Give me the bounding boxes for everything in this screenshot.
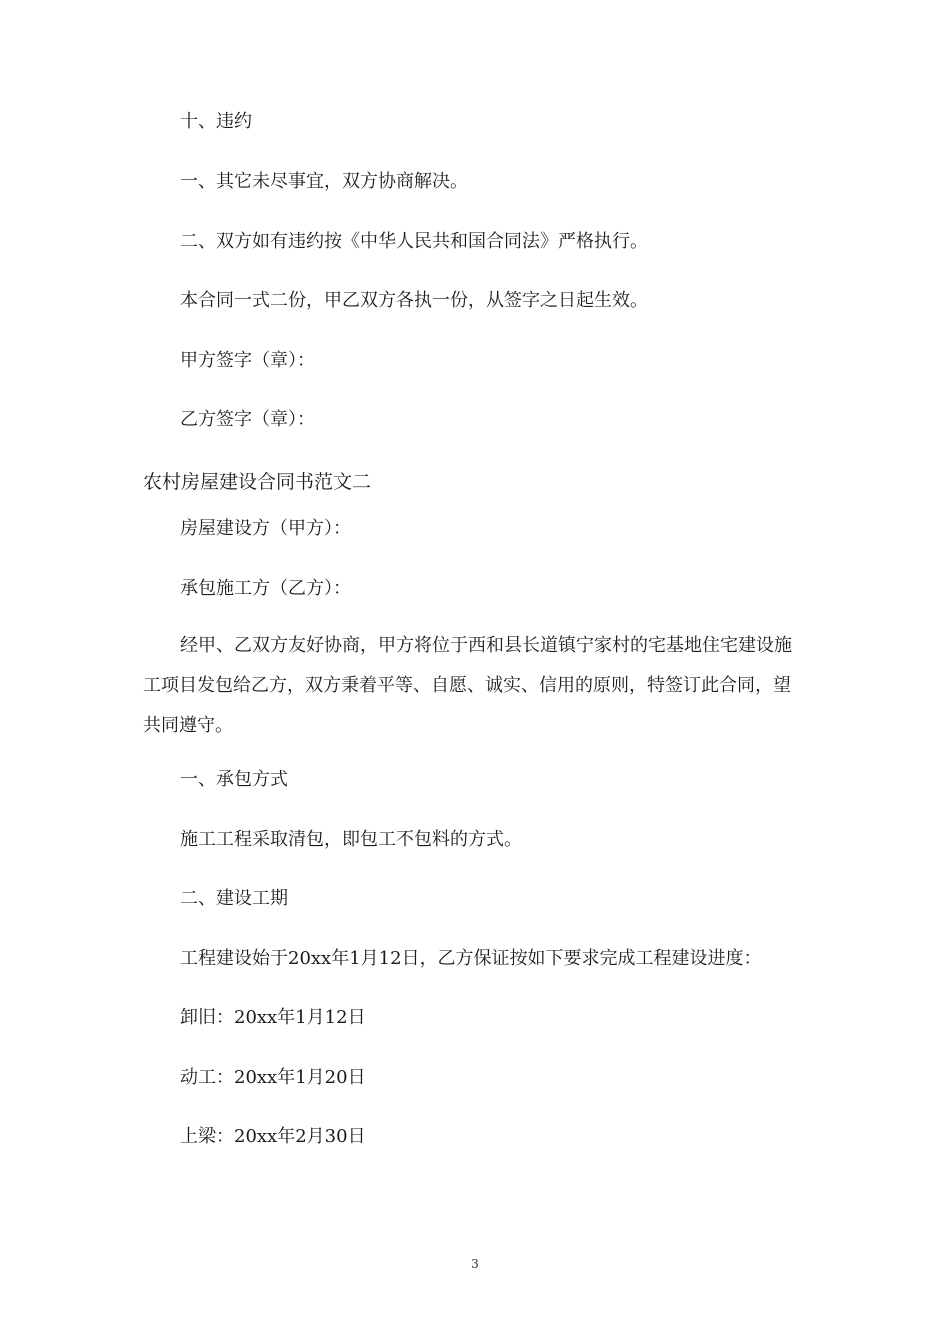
clause-heading-schedule: 二、建设工期 <box>180 888 288 909</box>
clause-line: 施工工程采取清包，即包工不包料的方式。 <box>180 829 522 850</box>
clause-line: 二、双方如有违约按《中华人民共和国合同法》严格执行。 <box>180 231 648 252</box>
section-title: 农村房屋建设合同书范文二 <box>143 471 372 493</box>
schedule-item: 动工：20xx年1月20日 <box>180 1067 366 1088</box>
party-b-line: 承包施工方（乙方）： <box>180 578 351 599</box>
clause-heading-breach: 十、违约 <box>180 111 252 132</box>
clause-line: 工程建设始于20xx年1月12日，乙方保证按如下要求完成工程建设进度： <box>180 948 762 969</box>
clause-line: 一、其它未尽事宜，双方协商解决。 <box>180 171 468 192</box>
schedule-item: 卸旧：20xx年1月12日 <box>180 1007 366 1028</box>
page-number: 3 <box>471 1257 479 1271</box>
intro-paragraph: 经甲、乙双方友好协商，甲方将位于西和县长道镇宁家村的宅基地住宅建设施工项目发包给乙方，双方秉着平等、自愿、诚实、信用的原则，特签订此合同，望共同遵守。 <box>143 635 792 736</box>
signature-party-a: 甲方签字（章）： <box>180 350 315 371</box>
clause-heading-contract-mode: 一、承包方式 <box>180 769 288 790</box>
schedule-item: 上梁：20xx年2月30日 <box>180 1126 366 1147</box>
party-a-line: 房屋建设方（甲方）： <box>180 518 351 539</box>
clause-line: 本合同一式二份，甲乙双方各执一份，从签字之日起生效。 <box>180 290 648 311</box>
signature-party-b: 乙方签字（章）： <box>180 409 315 430</box>
